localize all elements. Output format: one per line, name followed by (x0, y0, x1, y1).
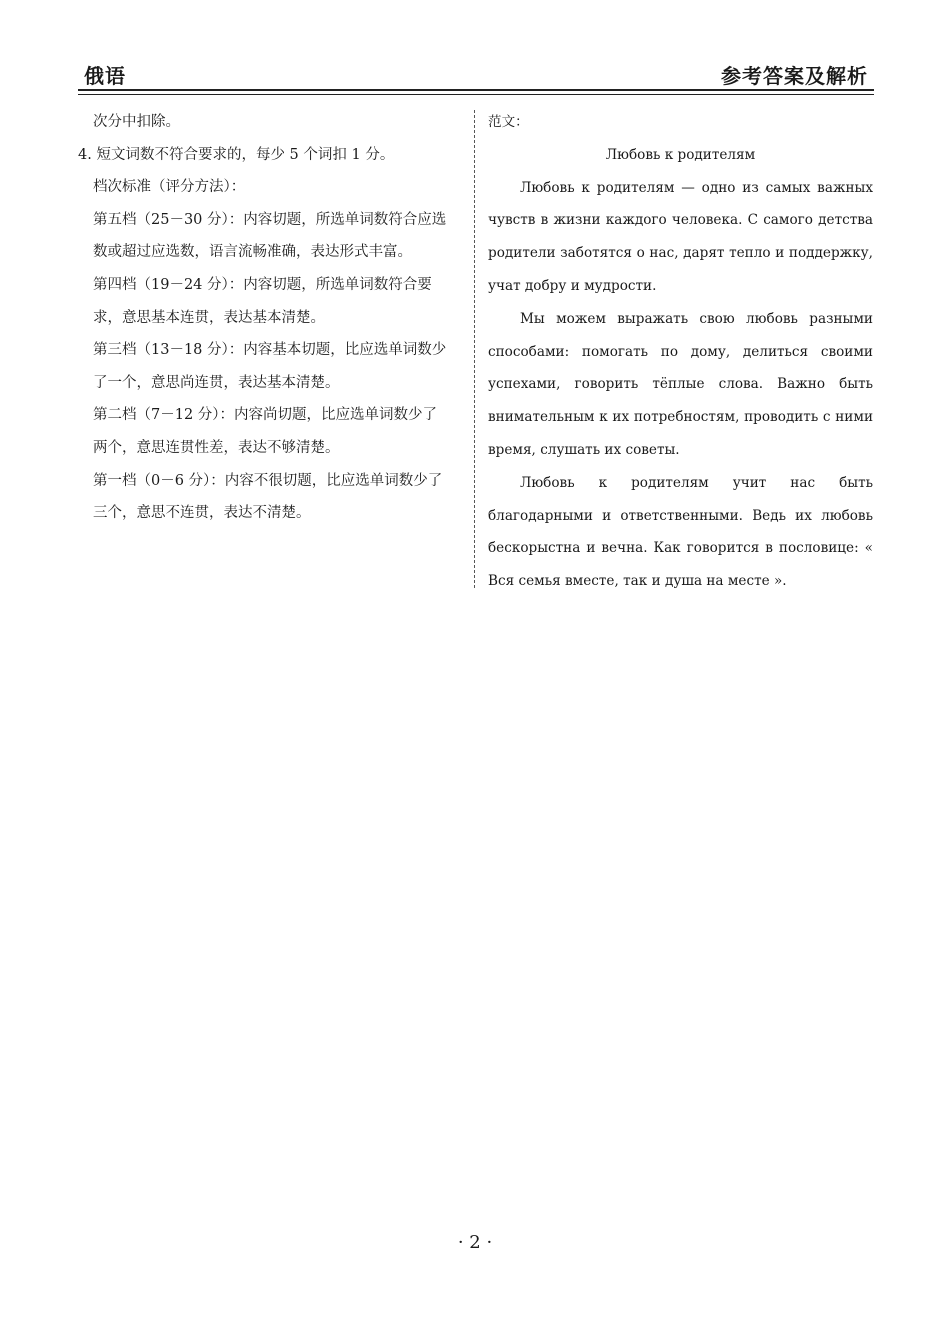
page-header (78, 58, 874, 88)
criteria-line: 两个，意思连贯性差，表达不够清楚。 (93, 439, 340, 456)
section-title: 参考答案及解析 (721, 64, 868, 88)
column-divider (474, 110, 475, 588)
criteria-line: 第四档（19－24 分）：内容切题，所选单词数符合要 (93, 276, 432, 293)
header-rule-thin (78, 94, 874, 95)
criteria-line: 档次标准（评分方法）： (93, 179, 246, 196)
criteria-line: 三个，意思不连贯，表达不清楚。 (93, 505, 311, 522)
criteria-line: 第五档（25－30 分）：内容切题，所选单词数符合应选 (93, 211, 447, 228)
page-number: · 2 · (457, 1232, 493, 1253)
criteria-line: 第一档（0－6 分）：内容不很切题，比应选单词数少了 (93, 472, 443, 489)
criteria-line: 第三档（13－18 分）：内容基本切题，比应选单词数少 (93, 342, 447, 359)
criteria-line: 数或超过应选数，语言流畅准确，表达形式丰富。 (93, 244, 412, 261)
essay-paragraph: Любовь к родителям — одно из самых важных чувств в жизни каждого человека. С самого детства родители заботятся о нас, дарят тепло и поддержку, учат добру и мудрости. (488, 179, 873, 294)
subject-title: 俄语 (84, 64, 126, 88)
essay-paragraph: Любовь к родителям учит нас быть благодарными и ответственными. Ведь их любовь бескорыстна и вечна. Как говорится в пословице: « Вся семья вместе, так и душа на месте ». (488, 474, 873, 590)
sample-essay-column (488, 106, 873, 598)
criteria-line: 求，意思基本连贯，表达基本清楚。 (93, 309, 325, 326)
essay-paragraph: Мы можем выражать свою любовь разными способами: помогать по дому, делиться своими успехами, говорить тёплые слова. Важно быть внимательным к их потребностям, проводить с ними время, слушать их советы. (488, 310, 873, 458)
scoring-criteria-column (78, 106, 463, 530)
criteria-line: 4. 短文词数不符合要求的，每少 5 个词扣 1 分。 (78, 146, 395, 163)
essay-title: Любовь к родителям (605, 146, 756, 163)
header-rule-thick (78, 89, 874, 91)
criteria-line: 第二档（7－12 分）：内容尚切题，比应选单词数少了 (93, 407, 438, 424)
criteria-line: 次分中扣除。 (93, 114, 180, 130)
sample-essay-label: 范文： (488, 114, 529, 130)
criteria-line: 了一个，意思尚连贯，表达基本清楚。 (93, 374, 340, 391)
